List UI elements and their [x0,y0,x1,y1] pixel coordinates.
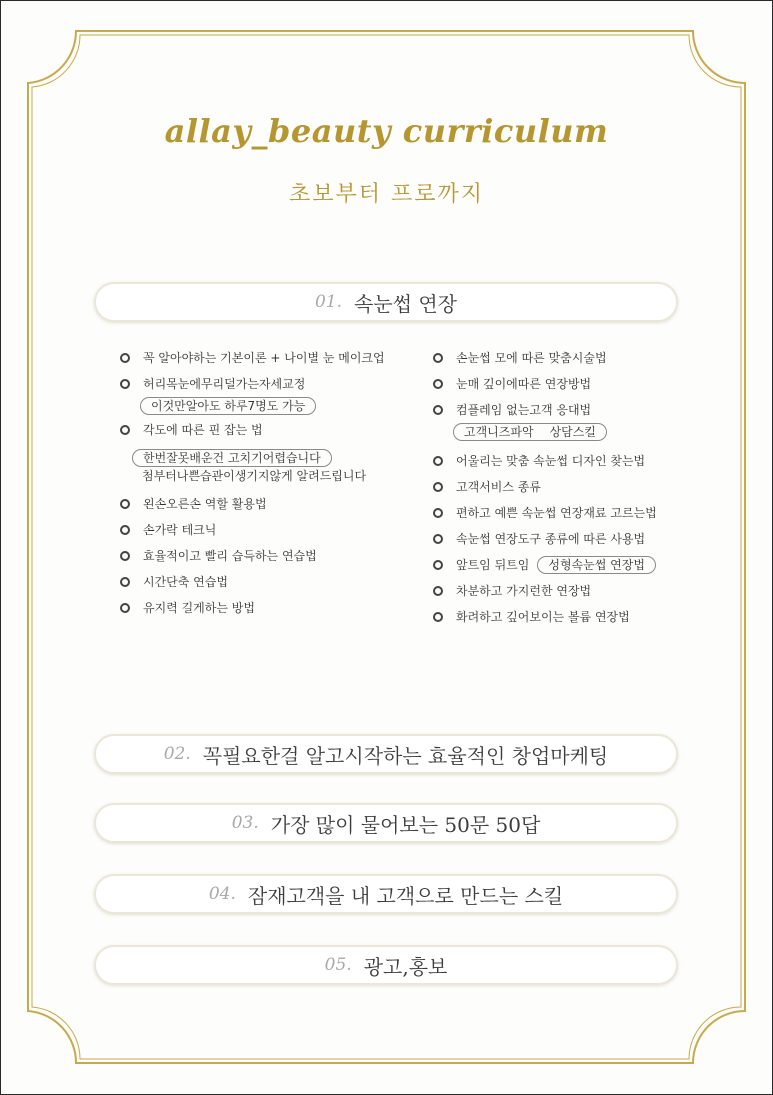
list-note-text: 첨부터나쁜습관이생기지않게 알려드립니다 [142,469,367,483]
page-subtitle: 초보부터 프로까지 [288,182,484,207]
section-label: 꼭필요한걸 알고시작하는 효율적인 창업마케팅 [202,743,609,768]
note-tag-part: 고객니즈파악 [464,425,534,439]
section-number: 04. [208,884,236,904]
list-item: 유지력 길게하는 방법 [120,601,385,627]
list-item: 효율적이고 빨리 습득하는 연습법 [120,549,385,575]
section-03-header [94,803,678,843]
section-01-header [94,282,678,322]
list-item: 어울리는 맞춤 속눈썹 디자인 찾는법 [433,454,657,480]
section-label: 광고,홍보 [363,954,448,979]
note-tag: 성형속눈썹 연장법 [537,556,656,574]
section-label: 가장 많이 물어보는 50문 50답 [270,812,541,837]
list-note [433,423,657,454]
list-item: 컴플레임 없는고객 응대법 [433,403,657,423]
section-04-header [94,874,678,914]
list-item: 각도에 따른 핀 잡는 법 [120,423,385,449]
list-item: 화려하고 깊어보이는 볼륨 연장법 [433,610,657,636]
section-number: 01. [314,292,343,312]
note-tag-part: 상담스킬 [549,425,596,439]
list-item: 꼭 알아야하는 기본이론 + 나이별 눈 메이크업 [120,351,385,377]
list-item [433,558,657,584]
section-number: 02. [163,744,191,764]
section-02-header [94,734,678,774]
list-item: 속눈썹 연장도구 종류에 따른 사용법 [433,532,657,558]
list-item: 눈매 깊이에따른 연장방법 [433,377,657,403]
section-number: 05. [324,955,352,975]
list-item: 손눈썹 모에 따른 맞춤시술법 [433,351,657,377]
list-item: 고객서비스 종류 [433,480,657,506]
list-item-label: 앞트임 뒤트임 [456,558,530,572]
list-item: 편하고 예쁜 속눈썹 연장재료 고르는법 [433,506,657,532]
section-number: 03. [231,813,259,833]
list-note [120,397,385,423]
list-note [120,449,385,469]
section-label: 잠재고객을 내 고객으로 만드는 스킬 [247,883,564,908]
page-title: allay_beauty curriculum [164,112,609,150]
note-tag: 한번잘못배운건 고치기어렵습니다 [132,449,332,467]
right-topic-list [433,351,657,636]
left-topic-list [120,351,385,627]
note-tag [453,423,607,441]
list-item: 허리목눈에무리덜가는자세교정 [120,377,385,397]
list-item: 차분하고 가지런한 연장법 [433,584,657,610]
section-label: 속눈썹 연장 [354,291,457,316]
list-item: 왼손오른손 역할 활용법 [120,497,385,523]
list-item: 시간단축 연습법 [120,575,385,601]
note-tag: 이것만알아도 하루7명도 가능 [140,397,316,415]
list-item: 손가락 테크닉 [120,523,385,549]
section-05-header [94,945,678,985]
